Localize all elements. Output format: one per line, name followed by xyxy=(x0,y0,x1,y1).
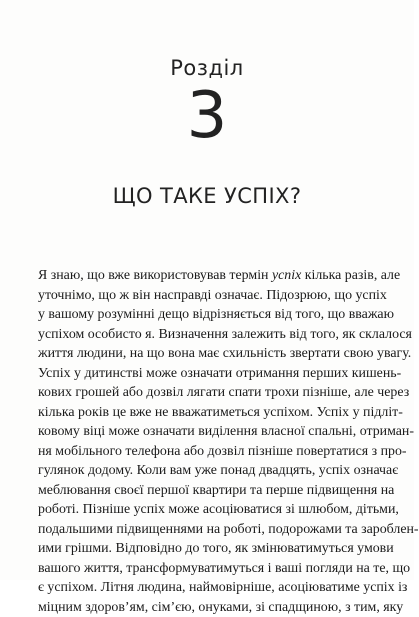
text-line: уточнімо, що ж він насправді означає. Підозрюю, що успіх xyxy=(38,286,372,306)
text-line: життя людини, на що вона має схильність звертати свою увагу. xyxy=(38,344,372,364)
text-line: ими грішми. Відповідно до того, як змінюватимуться умови xyxy=(38,539,372,559)
text-line: меблювання своєї першої квартири та перше підвищення на xyxy=(38,481,372,501)
chapter-title: ЩО ТАКЕ УСПІХ? xyxy=(0,184,414,208)
text-line: Я знаю, що вже використовував термін успіх кілька разів, але xyxy=(38,266,372,286)
text-line: гулянок додому. Коли вам уже понад двадцять, успіх означає xyxy=(38,461,372,481)
text-line: міцним здоров’ям, сім’єю, онуками, зі спадщиною, з тим, яку xyxy=(38,598,372,617)
chapter-number: 3 xyxy=(0,76,414,156)
text-line: ковому віці може означати виділення власної спальні, отриман- xyxy=(38,422,372,442)
text-line: є успіхом. Літня людина, наймовірніше, асоціюватиме успіх із xyxy=(38,578,372,598)
text-line: кових грошей або дозвіл лягати спати трохи пізніше, але через xyxy=(38,383,372,403)
text-line: у вашому розумінні дещо відрізняється від того, що вважаю xyxy=(38,305,372,325)
text-line: вашого життя, трансформуватимуться і ваші погляди на те, що xyxy=(38,559,372,579)
text-line: кілька років це вже не вважатиметься успіхом. Успіх у підліт- xyxy=(38,403,372,423)
text-line: Успіх у дитинстві може означати отримання перших кишень- xyxy=(38,364,372,384)
body-paragraph xyxy=(38,266,372,617)
text-line: подальшими підвищеннями на роботі, подорожами та зароблен- xyxy=(38,520,372,540)
emphasis-term: успіх xyxy=(272,268,301,283)
text-line: успіхом особисто я. Визначення залежить від того, як склалося xyxy=(38,325,372,345)
text-line: ня мобільного телефона або дозвіл пізніше повертатися з про- xyxy=(38,442,372,462)
text-line: роботі. Пізніше успіх може асоціюватися зі шлюбом, дітьми, xyxy=(38,500,372,520)
chapter-label: Розділ xyxy=(0,56,414,80)
